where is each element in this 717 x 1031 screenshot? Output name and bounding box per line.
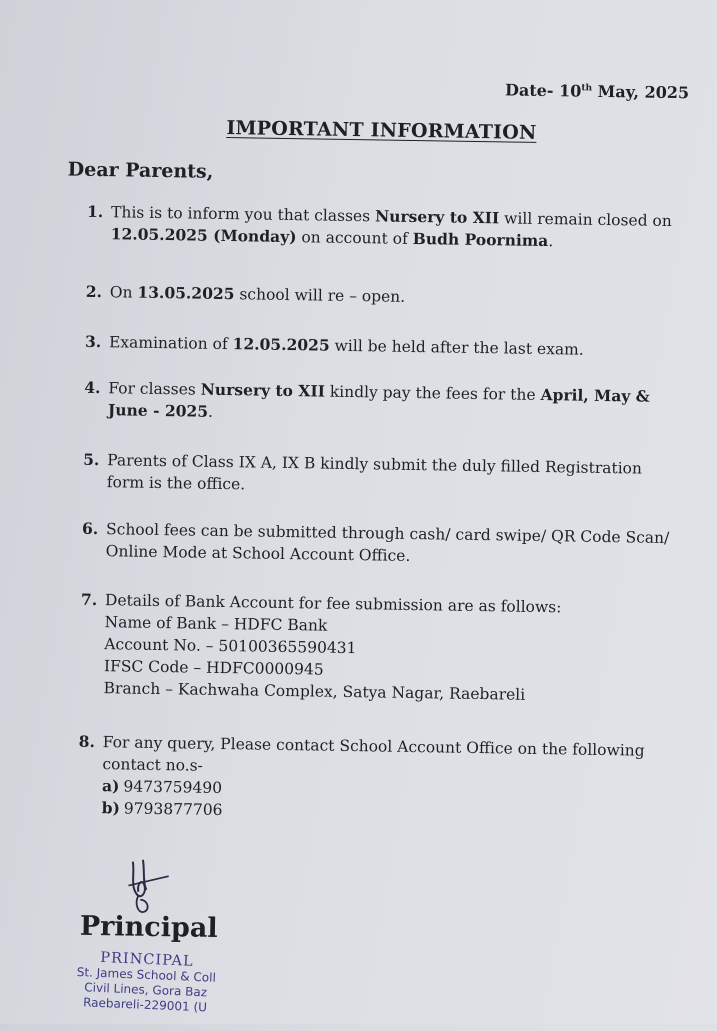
item-text (108, 377, 675, 430)
item-text (110, 281, 676, 312)
item-text (106, 518, 673, 571)
item-text-run: Parents of Class IX A, IX B kindly submit the duly filled Registration form is the office. (106, 451, 643, 494)
item-number: 5. (83, 449, 100, 470)
item-text-run: School fees can be submitted through cash/ card swipe/ QR Code Scan/ Online Mode at School Account Office. (105, 520, 670, 565)
principal-signature-label: Principal (79, 910, 218, 944)
bank-branch: Branch – Kachwaha Complex, Satya Nagar, Raebareli (103, 679, 526, 704)
item-text-run: school will re – open. (234, 285, 406, 306)
item-text (109, 331, 675, 362)
contact-number-a: a) 9473759490 (101, 776, 223, 798)
school-stamp (60, 948, 232, 1016)
item-text (107, 449, 674, 502)
item-text-run: will be held after the last exam. (329, 336, 584, 359)
item-text-run: For classes (108, 379, 201, 399)
bank-intro: Details of Bank Account for fee submission are as follows: (104, 591, 562, 617)
item-number: 8. (78, 731, 96, 752)
item-text (111, 201, 678, 254)
stamp-title: PRINCIPAL (99, 949, 194, 970)
item-text-run: kindly pay the fees for the (324, 382, 541, 404)
item-number: 6. (81, 518, 99, 539)
list-item (84, 377, 675, 430)
stamp-school-name: St. James School & Coll (76, 964, 217, 985)
item-text-run: on account of (296, 228, 413, 248)
account-number: Account No. – 50100365590431 (104, 635, 357, 658)
item-number: 3. (84, 331, 102, 352)
bank-name: Name of Bank – HDFC Bank (104, 613, 328, 635)
list-item (83, 449, 674, 502)
contact-intro: For any query, Please contact School Account Office on the following contact no.s- (102, 733, 645, 775)
emphasis-text: Nursery to XII (374, 206, 500, 228)
item-number: 4. (84, 377, 101, 398)
signature-mark-icon (124, 856, 175, 919)
item-number: 7. (80, 589, 98, 610)
ifsc-code: IFSC Code – HDFC0000945 (103, 657, 324, 679)
notice-date: Date- 10th May, 2025 (504, 80, 690, 103)
emphasis-text: 13.05.2025 (137, 282, 235, 304)
list-item (87, 201, 678, 254)
item-text-run: . (548, 232, 554, 251)
bank-details (79, 589, 671, 708)
emphasis-text: 12.05.2025 (Monday) (110, 224, 297, 247)
salutation: Dear Parents, (67, 158, 214, 183)
list-item (82, 518, 673, 571)
stamp-address: Civil Lines, Gora Baz (84, 980, 208, 1000)
contact-details (78, 731, 669, 828)
emphasis-text: Nursery to XII (200, 379, 326, 401)
item-text-run: This is to inform you that classes (110, 203, 376, 226)
emphasis-text: 12.05.2025 (232, 334, 330, 355)
item-text-run: On (109, 283, 138, 302)
item-number: 1. (86, 201, 104, 222)
item-text-run: will remain closed on (499, 209, 672, 231)
stamp-city: Raebareli-229001 (U (82, 995, 208, 1015)
emphasis-text: April, May & June - 2025 (107, 384, 650, 421)
emphasis-text: Budh Poornima (412, 228, 549, 251)
contact-number-b: b) 9793877706 (101, 798, 223, 820)
item-text-run: Examination of (108, 333, 233, 354)
item-number: 2. (85, 281, 103, 302)
notice-title: IMPORTANT INFORMATION (226, 117, 537, 144)
list-item (85, 331, 675, 362)
item-text-run: . (207, 402, 214, 421)
list-item (86, 281, 676, 312)
